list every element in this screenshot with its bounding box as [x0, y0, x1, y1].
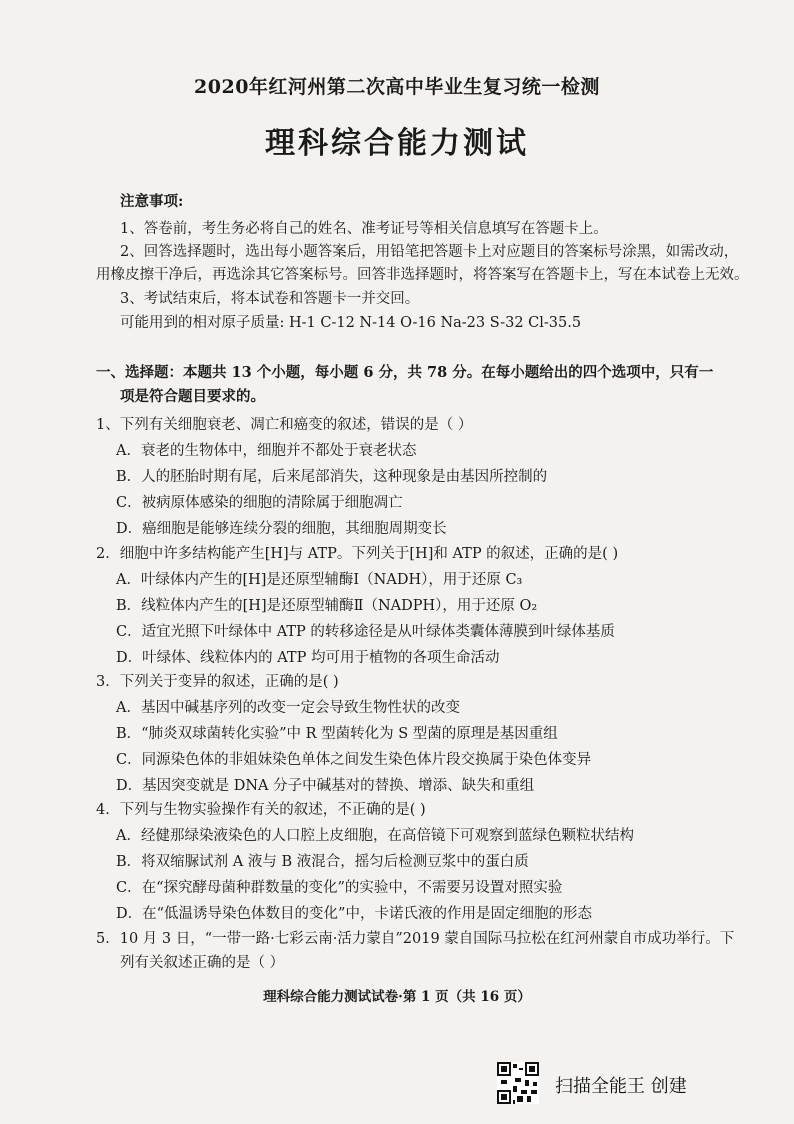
question-option: B．将双缩脲试剂 A 液与 B 液混合，摇匀后检测豆浆中的蛋白质 [116, 854, 529, 870]
page-footer: 理科综合能力测试试卷·第 1 页（共 16 页） [263, 989, 531, 1005]
question-option: A．叶绿体内产生的[H]是还原型辅酶Ⅰ（NADH），用于还原 C₃ [116, 572, 523, 588]
question-option: B．“肺炎双球菌转化实验”中 R 型菌转化为 S 型菌的原理是基因重组 [116, 726, 558, 742]
section-heading-cont: 项是符合题目要求的。 [120, 388, 265, 405]
question-option: A．基因中碱基序列的改变一定会导致生物性状的改变 [116, 700, 460, 716]
question-stem: 2．细胞中许多结构能产生[H]与 ATP。下列关于[H]和 ATP 的叙述，正确的是( ) [96, 546, 619, 562]
section-heading: 一、选择题：本题共 13 个小题，每小题 6 分，共 78 分。在每小题给出的四个选项中，只有一 [96, 364, 714, 381]
subject-title: 理科综合能力测试 [265, 126, 529, 161]
question-option: D．叶绿体、线粒体内的 ATP 均可用于植物的各项生命活动 [116, 650, 500, 666]
question-stem: 3．下列关于变异的叙述，正确的是( ) [96, 674, 339, 690]
question-stem: 5．10 月 3 日，“一带一路·七彩云南·活力蒙自”2019 蒙自国际马拉松在红河州蒙自市成功举行。下 [96, 931, 735, 947]
question-option: C．被病原体感染的细胞的清除属于细胞凋亡 [116, 495, 403, 511]
notice-heading: 注意事项: [120, 193, 184, 210]
question-option: D．在“低温诱导染色体数目的变化”中，卡诺氏液的作用是固定细胞的形态 [116, 906, 592, 922]
question-stem: 4．下列与生物实验操作有关的叙述，不正确的是( ) [96, 802, 426, 818]
question-option: D．基因突变就是 DNA 分子中碱基对的替换、增添、缺失和重组 [116, 778, 535, 794]
atomic-masses: 可能用到的相对原子质量: H-1 C-12 N-14 O-16 Na-23 S-32 Cl-35.5 [120, 315, 582, 331]
question-option: C．在“探究酵母菌种群数量的变化”的实验中，不需要另设置对照实验 [116, 880, 563, 896]
question-stem: 1、下列有关细胞衰老、凋亡和癌变的叙述，错误的是（ ） [96, 417, 473, 433]
question-option: C．同源染色体的非姐妹染色单体之间发生染色体片段交换属于染色体变异 [116, 752, 592, 768]
notice-item: 3、考试结束后，将本试卷和答题卡一并交回。 [120, 291, 420, 307]
question-option: A．经健那绿染液染色的人口腔上皮细胞，在高倍镜下可观察到蓝绿色颗粒状结构 [116, 828, 634, 844]
question-option: C．适宜光照下叶绿体中 ATP 的转移途径是从叶绿体类囊体薄膜到叶绿体基质 [116, 624, 615, 640]
notice-item: 1、答卷前，考生务必将自己的姓名、准考证号等相关信息填写在答题卡上。 [120, 221, 608, 237]
question-option: B．人的胚胎时期有尾，后来尾部消失，这种现象是由基因所控制的 [116, 469, 548, 485]
notice-item: 用橡皮擦干净后，再选涂其它答案标号。回答非选择题时，将答案写在答题卡上，写在本试卷上无效。 [96, 267, 749, 283]
qr-code-icon [497, 1062, 539, 1104]
scanner-brand: 扫描全能王 创建 [555, 1076, 687, 1097]
notice-item: 2、回答选择题时，选出每小题答案后，用铅笔把答题卡上对应题目的答案标号涂黑，如需改动， [120, 244, 739, 260]
question-option: D．癌细胞是能够连续分裂的细胞，其细胞周期变长 [116, 521, 447, 537]
exam-name: 2020年红河州第二次高中毕业生复习统一检测 [194, 76, 600, 98]
question-option: B．线粒体内产生的[H]是还原型辅酶Ⅱ（NADPH），用于还原 O₂ [116, 598, 538, 614]
question-option: A．衰老的生物体中，细胞并不都处于衰老状态 [116, 443, 417, 459]
question-stem-cont: 列有关叙述正确的是（ ） [120, 955, 285, 971]
